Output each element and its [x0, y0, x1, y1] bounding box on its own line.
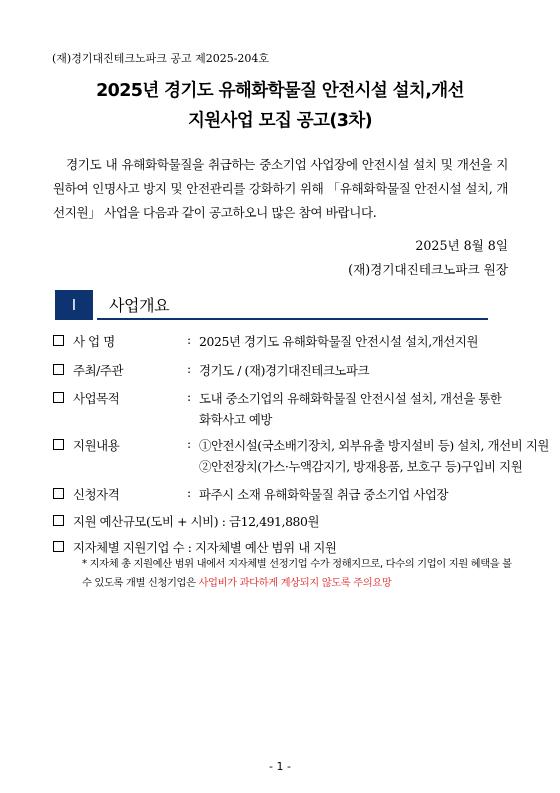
announcement-date: 2025년 8월 8일	[415, 238, 508, 253]
item-value: 도내 중소기업의 유해화학물질 안전시설 설치, 개선을 통한	[199, 391, 502, 406]
item-separator: :	[187, 361, 191, 376]
item-separator: :	[187, 389, 191, 404]
checkbox-icon	[53, 488, 64, 499]
list-item	[53, 389, 513, 431]
notice-number: (재)경기대진테크노파크 공고 제2025-204호	[52, 52, 270, 65]
issuer: (재)경기대진테크노파크 원장	[348, 262, 508, 277]
intro-paragraph: 경기도 내 유해화학물질을 취급하는 중소기업 사업장에 안전시설 설치 및 개선을 지원하여 인명사고 방지 및 안전관리를 강화하기 위해 「유해화학물질 안전시설 설치, 개선지원」 사업을 다음과 같이 공고하오니 많은 참여 바랍니다.	[53, 157, 508, 220]
section-title-box	[97, 290, 488, 320]
page-title-line2: 지원사업 모집 공고(3차)	[187, 111, 373, 131]
list-item	[53, 361, 513, 381]
item-separator: :	[187, 485, 191, 500]
page-number: - 1 -	[269, 760, 291, 773]
item-value-continued: 화학사고 예방	[199, 412, 272, 427]
item-value: 2025년 경기도 유해화학물질 안전시설 설치,개선지원	[199, 334, 479, 349]
item-value: 경기도 / (재)경기대진테크노파크	[199, 363, 370, 378]
checkbox-icon	[53, 392, 64, 403]
list-item	[53, 512, 513, 532]
item-label: 지자체별 지원기업 수 : 지자체별 예산 범위 내 지원	[73, 540, 337, 555]
section-number: Ⅰ	[55, 290, 93, 320]
list-item	[53, 436, 549, 478]
footnote-text: * 지자체 총 지원예산 범위 내에서 지자체별 선정기업 수가 정해지므로, 다수의 기업이 지원 혜택을 볼 수 있도록 개별 신청기업은	[82, 558, 512, 589]
item-separator: :	[187, 332, 191, 347]
checkbox-icon	[53, 364, 64, 375]
item-separator: :	[187, 436, 191, 451]
checkbox-icon	[53, 439, 64, 450]
item-label: 주최/주관	[73, 363, 124, 378]
item-label: 신청자격	[73, 487, 120, 502]
section-header	[55, 290, 488, 320]
checkbox-icon	[53, 515, 64, 526]
item-value: ①안전시설(국소배기장치, 외부유출 방지설비 등) 설치, 개선비 지원	[199, 438, 549, 453]
list-item	[53, 485, 513, 505]
item-label: 사 업 명	[73, 334, 115, 349]
item-label: 지원내용	[73, 438, 120, 453]
item-label: 사업목적	[73, 391, 120, 406]
checkbox-icon	[53, 335, 64, 346]
item-label: 지원 예산규모(도비 + 시비) : 금12,491,880원	[73, 514, 320, 529]
item-value-continued: ②안전장치(가스·누액감지기, 방재용품, 보호구 등)구입비 지원	[199, 459, 523, 474]
checkbox-icon	[53, 541, 64, 552]
section-title: 사업개요	[109, 296, 170, 315]
list-item	[53, 332, 513, 352]
page-title-line1: 2025년 경기도 유해화학물질 안전시설 설치,개선	[96, 81, 464, 101]
item-value: 파주시 소재 유해화학물질 취급 중소기업 사업장	[199, 487, 449, 502]
footnote	[82, 555, 514, 593]
footnote-warning: 사업비가 과다하게 계상되지 않도록 주의요망	[198, 577, 392, 589]
